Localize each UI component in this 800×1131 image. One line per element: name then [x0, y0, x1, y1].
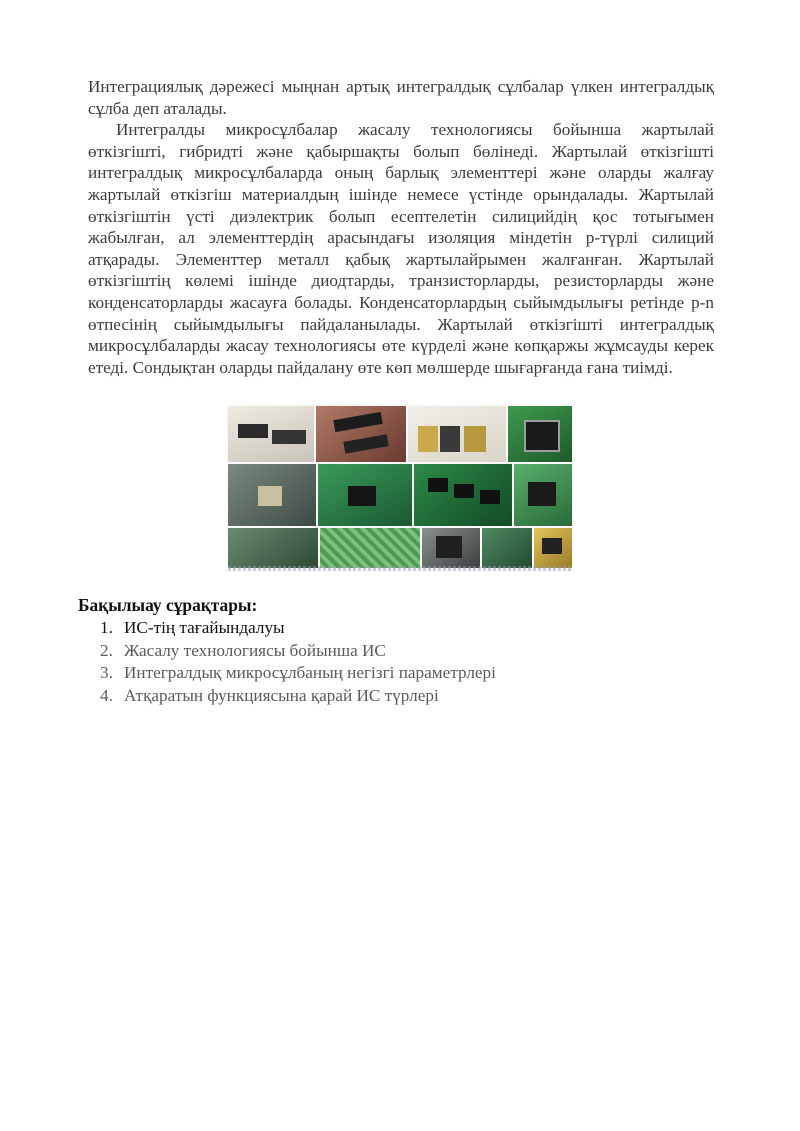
- gold-chips-photo: [408, 406, 506, 462]
- paragraph-technology: Интегралды микросұлбалар жасалу технологиясы бойынша жартылай өткізгішті, гибридті және қабыршақты болып бөлінеді. Жартылай өткізгішті интегралдық микросұлбаларда оның барлық элементтері және оларды жалғау жартылай өткізгіш материалдың ішінде немесе үстінде орындалады. Жартылай өткізгіштін үсті диэлектрик болып есептелетін силицийдің қос тотығымен жабылған, ал элементтердің арасындағы изоляция міндетін p-түрлі силиций атқарады. Элементтер металл қабық жартылайрымен жалғанған. Жартылай өткізгіштің көлемі ішінде диодтарды, транзисторларды, резисторларды және конденсаторларды жасауға болады. Конденсаторлардың сыйымдылығы ретінде p-n өтпесінің сыйымдылығы пайдаланылады. Жартылай өткізгішті интегралдық микросұлбаларды жасау технологиясы өте күрделі және көпқаржы жұмсауды керек етеді. Сондықтан оларды пайдалану өте көп мөлшерде шығарғанда ғана тиімді.: [88, 120, 714, 377]
- bga-chip-photo: [422, 528, 480, 568]
- board-detail-photo: [228, 528, 318, 568]
- memory-board-photo: [414, 464, 512, 526]
- question-item: 4. Атқаратын функциясына қарай ИС түрлері: [100, 685, 439, 705]
- green-pcb-chip-photo: [318, 464, 412, 526]
- yellow-chip-photo: [534, 528, 572, 568]
- chips-on-red-surface-photo: [316, 406, 406, 462]
- integrated-circuits-image-collage: [226, 404, 574, 572]
- question-item: 1. ИС-тің тағайындалуы: [100, 618, 285, 637]
- chip-on-green-pcb-photo: [514, 464, 572, 526]
- paragraph-intro: Интеграциялық дәрежесі мыңнан артық интегралдық сұлбалар үлкен интегралдық сұлба деп аталады.: [88, 77, 714, 118]
- questions-list: [100, 617, 496, 707]
- questions-heading: Бақылыау сұрақтары:: [78, 595, 258, 615]
- question-item: 2. Жасалу технологиясы бойынша ИС: [100, 640, 386, 660]
- qfp-chip-on-green-board-photo: [508, 406, 572, 462]
- components-board-photo: [482, 528, 532, 568]
- body-text: [88, 76, 714, 378]
- green-traces-photo: [320, 528, 420, 568]
- question-item: 3. Интегралдық микросұлбаның негізгі параметрлері: [100, 663, 496, 683]
- dip-chips-on-white-photo: [228, 406, 314, 462]
- circuit-board-grey-photo: [228, 464, 316, 526]
- collage-caption-strip: [228, 566, 572, 571]
